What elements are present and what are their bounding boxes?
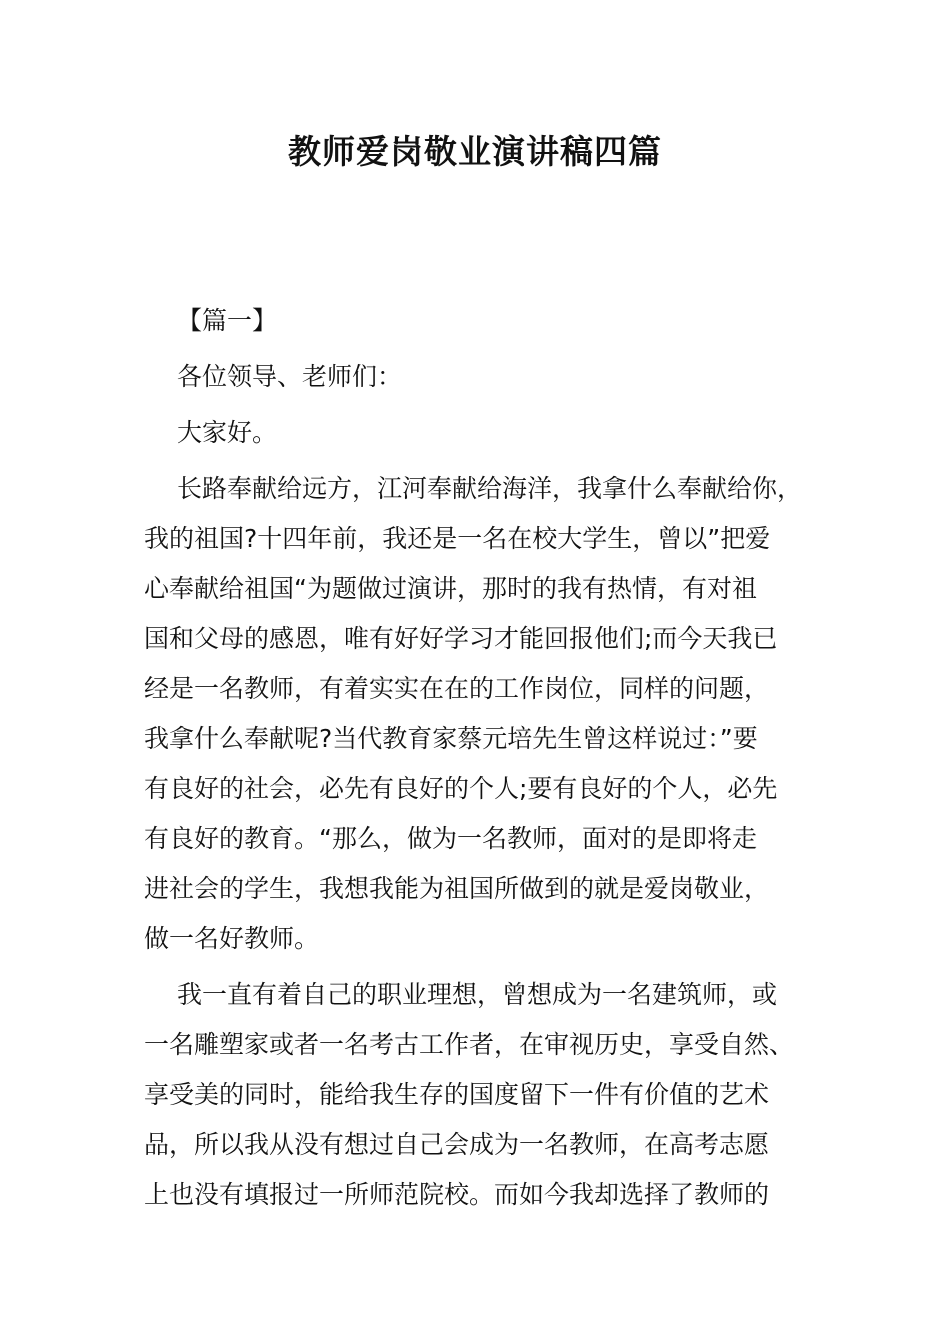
- salutation: 各位领导、老师们：: [177, 362, 403, 391]
- paragraph-line: 享受美的同时，能给我生存的国度留下一件有价值的艺术: [144, 1080, 770, 1109]
- paragraph-line: 国和父母的感恩，唯有好好学习才能回报他们;而今天我已: [144, 624, 778, 653]
- document-title: 教师爱岗敬业演讲稿四篇: [288, 132, 662, 171]
- paragraph-1: [144, 464, 808, 964]
- paragraph-line: 有良好的教育。“那么，做为一名教师，面对的是即将走: [144, 824, 757, 853]
- paragraph-line: 心奉献给祖国“为题做过演讲，那时的我有热情，有对祖: [144, 574, 757, 603]
- paragraph-line: 品，所以我从没有想过自己会成为一名教师，在高考志愿: [144, 1130, 770, 1159]
- paragraph-line: 一名雕塑家或者一名考古工作者，在审视历史，享受自然、: [144, 1030, 795, 1059]
- paragraph-line: 我拿什么奉献呢?当代教育家蔡元培先生曾这样说过：”要: [144, 724, 758, 753]
- paragraph-line: 我一直有着自己的职业理想，曾想成为一名建筑师，或: [177, 980, 778, 1009]
- paragraph-line: 有良好的社会，必先有良好的个人;要有良好的个人，必先: [144, 774, 778, 803]
- paragraph-line: 长路奉献给远方，江河奉献给海洋，我拿什么奉献给你，: [177, 474, 803, 503]
- paragraph-line: 上也没有填报过一所师范院校。而如今我却选择了教师的: [144, 1180, 770, 1209]
- paragraph-line: 做一名好教师。: [144, 924, 320, 953]
- document-body: [144, 296, 808, 1220]
- paragraph-line: 我的祖国?十四年前，我还是一名在校大学生，曾以”把爱: [144, 524, 771, 553]
- section-heading: 【篇一】: [177, 306, 278, 335]
- paragraph-line: 经是一名教师，有着实实在在的工作岗位，同样的问题，: [144, 674, 770, 703]
- greeting: 大家好。: [177, 418, 278, 447]
- paragraph-line: 进社会的学生，我想我能为祖国所做到的就是爱岗敬业，: [144, 874, 770, 903]
- paragraph-2: [144, 970, 808, 1220]
